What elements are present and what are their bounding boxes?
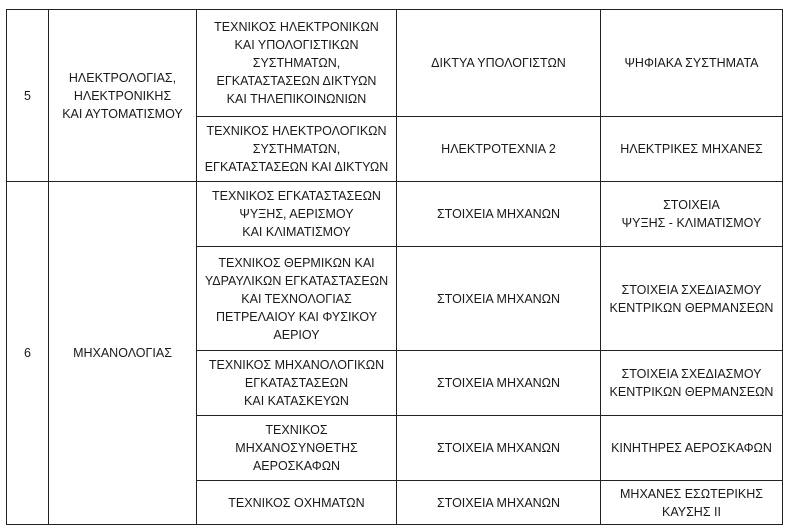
specialty-cell: ΤΕΧΝΙΚΟΣ ΜΗΧΑΝΟΣΥΝΘΕΤΗΣ ΑΕΡΟΣΚΑΦΩΝ [197,416,397,481]
subject-1-cell: ΣΤΟΙΧΕΙΑ ΜΗΧΑΝΩΝ [397,481,601,525]
subject-1-cell: ΣΤΟΙΧΕΙΑ ΜΗΧΑΝΩΝ [397,247,601,351]
group-number: 5 [7,10,49,182]
subject-1-cell: ΣΤΟΙΧΕΙΑ ΜΗΧΑΝΩΝ [397,416,601,481]
specialty-cell: ΤΕΧΝΙΚΟΣ ΕΓΚΑΤΑΣΤΑΣΕΩΝ ΨΥΞΗΣ, ΑΕΡΙΣΜΟΥ ΚΑΙ ΚΛΙΜΑΤΙΣΜΟΥ [197,182,397,247]
group-number: 6 [7,182,49,525]
table-row [7,182,783,247]
subject-2-cell: ΣΤΟΙΧΕΙΑ ΣΧΕΔΙΑΣΜΟΥ ΚΕΝΤΡΙΚΩΝ ΘΕΡΜΑΝΣΕΩΝ [601,351,783,416]
subject-1-cell: ΣΤΟΙΧΕΙΑ ΜΗΧΑΝΩΝ [397,182,601,247]
specialty-cell: ΤΕΧΝΙΚΟΣ ΜΗΧΑΝΟΛΟΓΙΚΩΝ ΕΓΚΑΤΑΣΤΑΣΕΩΝ ΚΑΙ ΚΑΤΑΣΚΕΥΩΝ [197,351,397,416]
subject-2-cell: ΚΙΝΗΤΗΡΕΣ ΑΕΡΟΣΚΑΦΩΝ [601,416,783,481]
field-name: ΗΛΕΚΤΡΟΛΟΓΙΑΣ, ΗΛΕΚΤΡΟΝΙΚΗΣ ΚΑΙ ΑΥΤΟΜΑΤΙΣΜΟΥ [49,10,197,182]
table-row [7,10,783,117]
subject-1-cell: ΗΛΕΚΤΡΟΤΕΧΝΙΑ 2 [397,117,601,182]
specialty-cell: ΤΕΧΝΙΚΟΣ ΗΛΕΚΤΡΟΛΟΓΙΚΩΝ ΣΥΣΤΗΜΑΤΩΝ, ΕΓΚΑΤΑΣΤΑΣΕΩΝ ΚΑΙ ΔΙΚΤΥΩΝ [197,117,397,182]
subjects-table [6,9,783,525]
subject-2-cell: ΣΤΟΙΧΕΙΑ ΨΥΞΗΣ - ΚΛΙΜΑΤΙΣΜΟΥ [601,182,783,247]
subject-1-cell: ΣΤΟΙΧΕΙΑ ΜΗΧΑΝΩΝ [397,351,601,416]
subject-2-cell: ΗΛΕΚΤΡΙΚΕΣ ΜΗΧΑΝΕΣ [601,117,783,182]
subject-2-cell: ΜΗΧΑΝΕΣ ΕΣΩΤΕΡΙΚΗΣ ΚΑΥΣΗΣ ΙΙ [601,481,783,525]
field-name: ΜΗΧΑΝΟΛΟΓΙΑΣ [49,182,197,525]
specialty-cell: ΤΕΧΝΙΚΟΣ ΗΛΕΚΤΡΟΝΙΚΩΝ ΚΑΙ ΥΠΟΛΟΓΙΣΤΙΚΩΝ ΣΥΣΤΗΜΑΤΩΝ, ΕΓΚΑΤΑΣΤΑΣΕΩΝ ΔΙΚΤΥΩΝ ΚΑΙ ΤΗΛΕΠΙΚΟΙΝΩΝΙΩΝ [197,10,397,117]
subject-2-cell: ΨΗΦΙΑΚΑ ΣΥΣΤΗΜΑΤΑ [601,10,783,117]
specialty-cell: ΤΕΧΝΙΚΟΣ ΘΕΡΜΙΚΩΝ ΚΑΙ ΥΔΡΑΥΛΙΚΩΝ ΕΓΚΑΤΑΣΤΑΣΕΩΝ ΚΑΙ ΤΕΧΝΟΛΟΓΙΑΣ ΠΕΤΡΕΛΑΙΟΥ ΚΑΙ ΦΥΣΙΚΟΥ ΑΕΡΙΟΥ [197,247,397,351]
subject-1-cell: ΔΙΚΤΥΑ ΥΠΟΛΟΓΙΣΤΩΝ [397,10,601,117]
subject-2-cell: ΣΤΟΙΧΕΙΑ ΣΧΕΔΙΑΣΜΟΥ ΚΕΝΤΡΙΚΩΝ ΘΕΡΜΑΝΣΕΩΝ [601,247,783,351]
specialty-cell: ΤΕΧΝΙΚΟΣ ΟΧΗΜΑΤΩΝ [197,481,397,525]
